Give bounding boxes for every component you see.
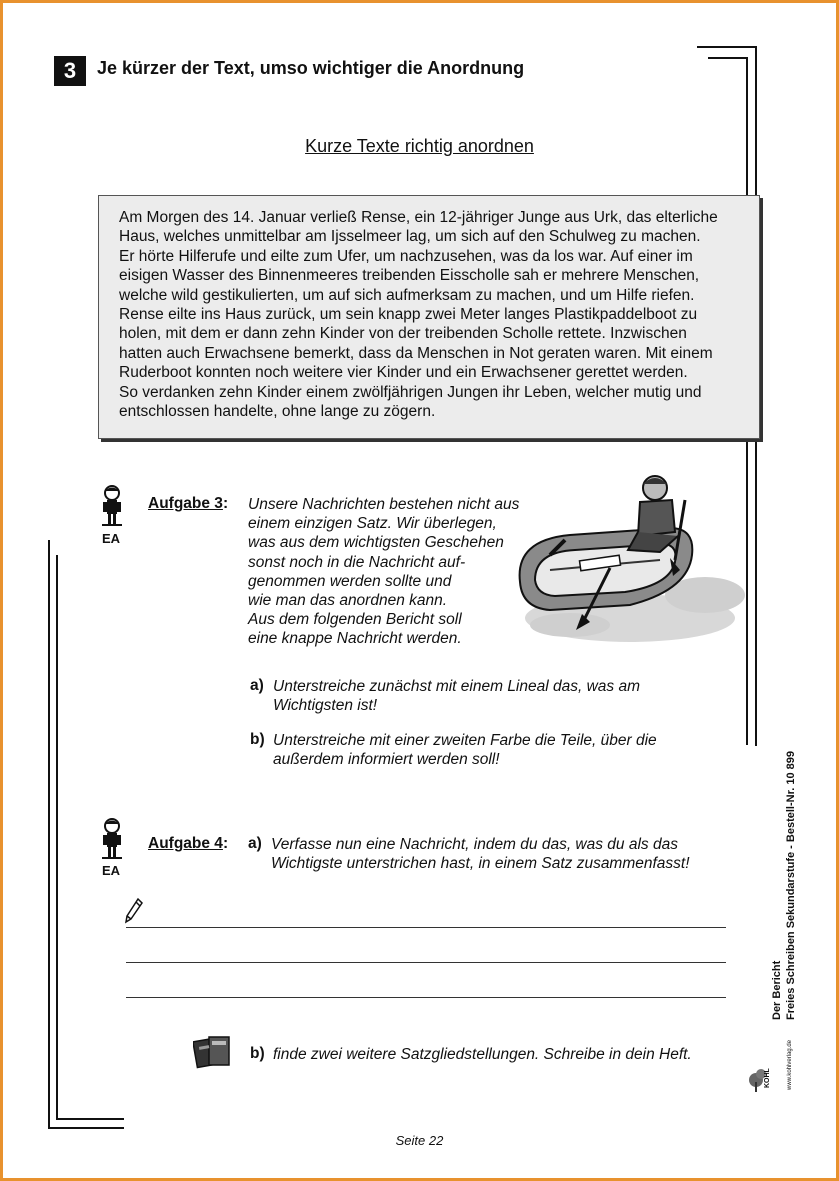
story-box (98, 195, 760, 439)
task-letter: a) (248, 835, 262, 852)
writing-line (126, 997, 726, 998)
writing-line (126, 962, 726, 963)
section-number: 3 (54, 56, 86, 86)
story-line: Haus, welches unmittelbar am Ijsselmeer lag, um sich auf den Schulweg zu machen. (119, 228, 701, 246)
task-letter: a) (250, 677, 264, 694)
rowing-boat-illustration (510, 470, 758, 650)
aufgabe3-intro (248, 495, 519, 649)
story-line: Am Morgen des 14. Januar verließ Rense, ein 12-jähriger Junge aus Urk, das elterliche (119, 209, 718, 226)
story-line: welche wild gestikulierten, um auf sich aufmerksam zu machen, und um Hilfe riefen. (119, 286, 695, 304)
work-form-label: EA (102, 531, 121, 546)
story-line: So verdanken zehn Kinder einem zwölfjährigen Jungen ihr Leben, welcher mutig und (119, 383, 702, 401)
story-line: entschlossen handelte, ohne lange zu zögern. (119, 403, 436, 421)
story-line: Ruderboot konnten noch weitere vier Kinder und ein Erwachsener gerettet werden. (119, 364, 688, 382)
intro-line: eine knappe Nachricht werden. (248, 630, 462, 648)
aufgabe4-colon: : (222, 835, 229, 852)
side-line: Freies Schreiben Sekundarstufe - Bestell-Nr. 10 899 (785, 750, 797, 1020)
side-caption (770, 740, 804, 1020)
student-figure-icon (100, 484, 124, 530)
publisher-name: KOHL (764, 1068, 771, 1088)
publisher-url: www.kohlverlag.de (787, 1039, 793, 1090)
intro-line: genommen werden sollte und (248, 572, 452, 590)
subtitle: Kurze Texte richtig anordnen (305, 136, 534, 156)
corner-line (48, 540, 50, 1127)
story-line: hatten auch Erwachsene bemerkt, dass da Menschen in Not geraten waren. Mit einem (119, 344, 713, 362)
aufgabe4-label (148, 835, 228, 853)
aufgabe3-colon: : (222, 495, 229, 512)
story-line: Er hörte Hilferufe und eilte zum Ufer, um nachzusehen, was da los war. Auf einer im (119, 247, 693, 265)
notebook-icon (193, 1034, 233, 1070)
student-figure-icon (100, 817, 124, 863)
intro-line: sonst noch in die Nachricht auf- (248, 553, 466, 571)
corner-line (56, 1118, 124, 1120)
page-number: Seite 22 (395, 1133, 444, 1148)
task-line: Unterstreiche zunächst mit einem Lineal das, was am (273, 678, 640, 695)
aufgabe4-label-text: Aufgabe 4 (148, 835, 223, 852)
task-line: Unterstreiche mit einer zweiten Farbe die Teile, über die (273, 732, 657, 749)
aufgabe3-label (148, 495, 228, 513)
task-line: außerdem informiert werden soll! (273, 751, 500, 768)
intro-line: was aus dem wichtigsten Geschehen (248, 534, 504, 552)
task-line: Wichtigsten ist! (273, 697, 378, 714)
intro-line: wie man das anordnen kann. (248, 592, 448, 610)
task-line: Verfasse nun eine Nachricht, indem du das, was du als das (271, 836, 678, 853)
story-line: Rense eilte ins Haus zurück, um sein knapp zwei Meter langes Plastikpaddelboot zu (119, 306, 698, 324)
aufgabe3-label-text: Aufgabe 3 (148, 495, 223, 512)
work-form-label: EA (102, 863, 121, 878)
aufgabe4-task-a (271, 835, 690, 873)
intro-line: Aus dem folgenden Bericht soll (248, 611, 462, 629)
corner-line (708, 57, 746, 59)
side-caption-text (770, 740, 798, 1020)
intro-line: Unsere Nachrichten bestehen nicht aus (248, 496, 520, 513)
story-line: eisigen Wasser des Binnenmeeres treibenden Eisscholle sah er mehrere Menschen, (119, 267, 700, 285)
task-line: Wichtigste unterstrichen hast, in einem Satz zusammenfasst! (271, 855, 690, 872)
task-letter: b) (250, 1045, 265, 1062)
story-line: holen, mit dem er dann zehn Kinder von der treibenden Scholle rettete. Inzwischen (119, 325, 687, 343)
writing-line (126, 927, 726, 928)
corner-line (48, 1127, 124, 1129)
aufgabe3-task-b (273, 731, 657, 769)
aufgabe4-task-b: finde zwei weitere Satzgliedstellungen. Schreibe in dein Heft. (273, 1046, 692, 1063)
side-line: Der Bericht (771, 960, 783, 1020)
corner-line (56, 555, 58, 1118)
pencil-icon (124, 897, 144, 925)
corner-line (697, 46, 755, 48)
task-letter: b) (250, 731, 265, 748)
intro-line: einem einzigen Satz. Wir überlegen, (248, 515, 497, 533)
page-title: Je kürzer der Text, umso wichtiger die Anordnung (97, 58, 525, 78)
aufgabe3-task-a (273, 677, 640, 715)
